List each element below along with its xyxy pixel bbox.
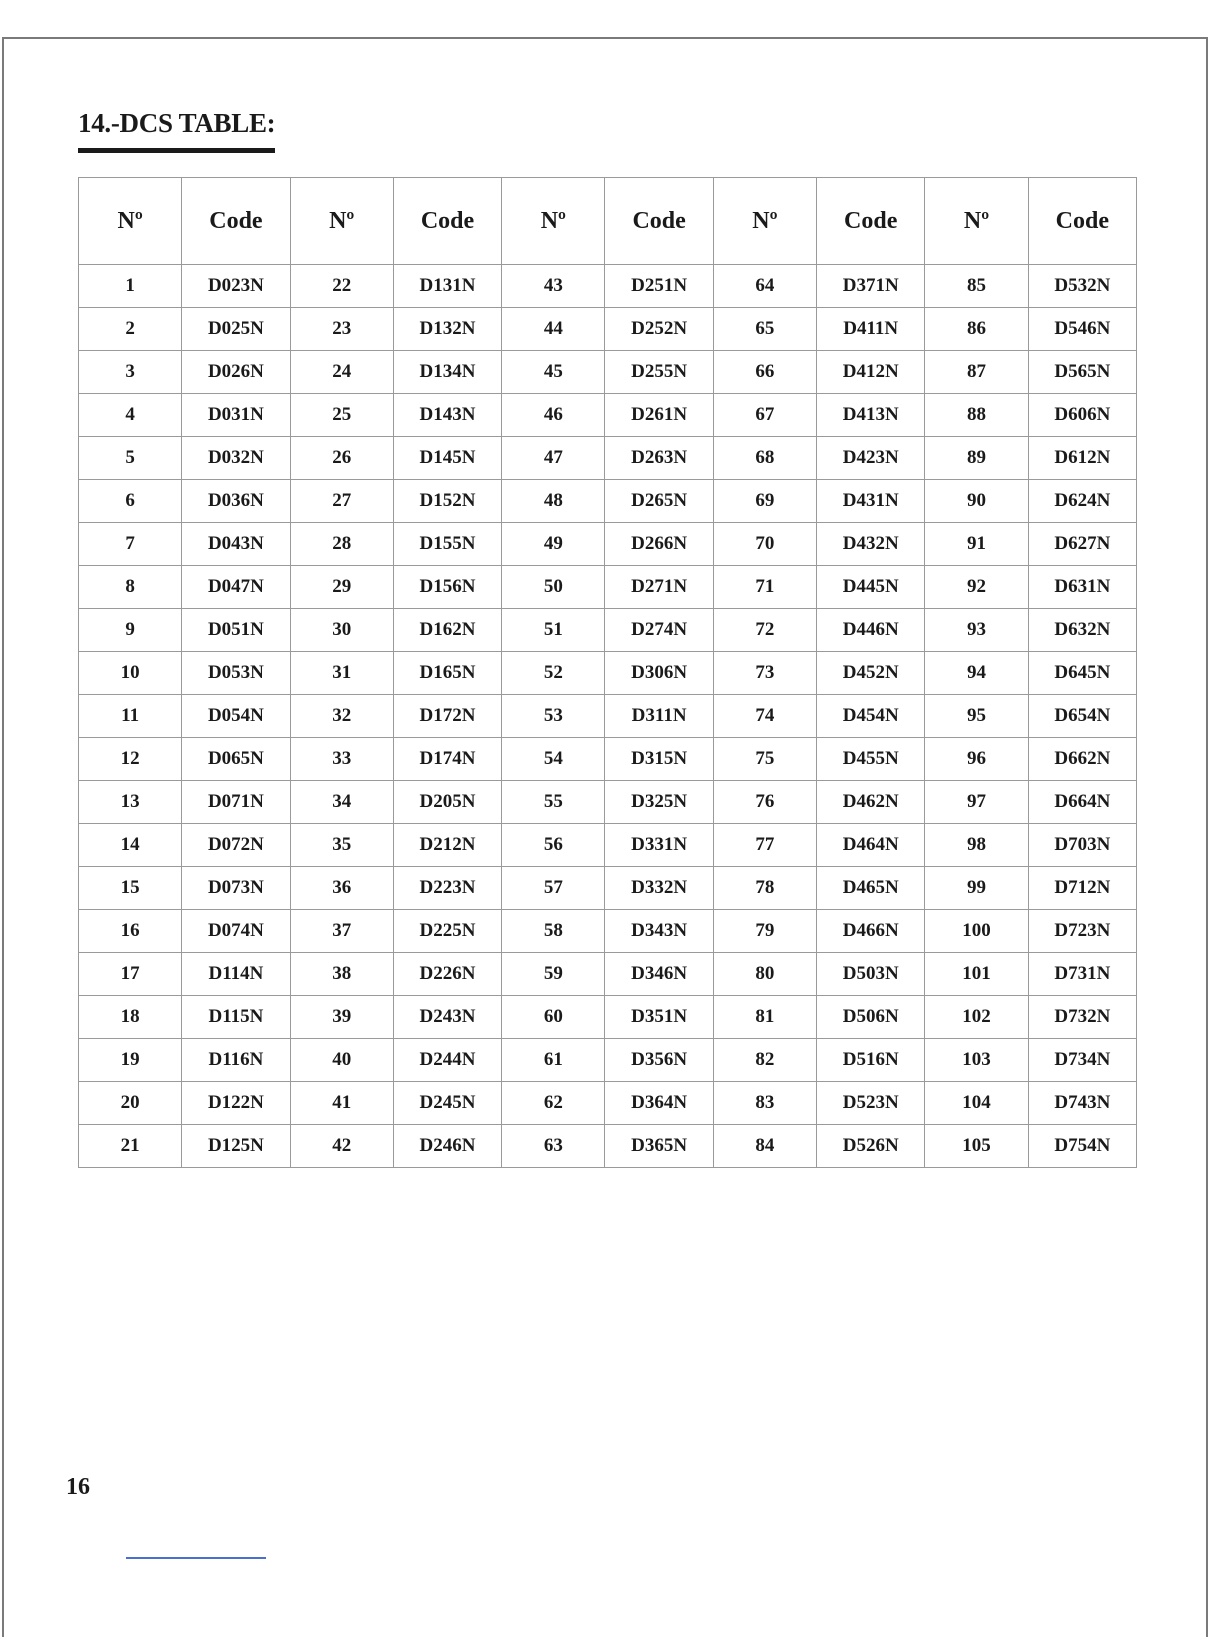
table-cell-number: 9: [79, 609, 182, 652]
table-cell-number: 46: [502, 394, 605, 437]
table-row: [79, 652, 1137, 695]
table-cell-code: D365N: [605, 1125, 713, 1168]
table-cell-code: D446N: [817, 609, 925, 652]
table-cell-code: D073N: [182, 867, 290, 910]
table-cell-code: D432N: [817, 523, 925, 566]
table-row: [79, 566, 1137, 609]
table-row: [79, 1039, 1137, 1082]
table-cell-number: 61: [502, 1039, 605, 1082]
table-cell-number: 93: [925, 609, 1028, 652]
table-cell-number: 6: [79, 480, 182, 523]
table-cell-number: 92: [925, 566, 1028, 609]
table-cell-code: D246N: [393, 1125, 501, 1168]
table-cell-number: 64: [713, 265, 816, 308]
column-header-number: Nº: [290, 178, 393, 265]
table-cell-number: 101: [925, 953, 1028, 996]
table-cell-number: 36: [290, 867, 393, 910]
table-cell-code: D431N: [817, 480, 925, 523]
table-cell-number: 53: [502, 695, 605, 738]
table-cell-number: 32: [290, 695, 393, 738]
table-cell-number: 56: [502, 824, 605, 867]
table-cell-code: D174N: [393, 738, 501, 781]
table-row: [79, 738, 1137, 781]
table-cell-code: D606N: [1028, 394, 1136, 437]
table-cell-number: 17: [79, 953, 182, 996]
table-cell-number: 80: [713, 953, 816, 996]
table-cell-number: 47: [502, 437, 605, 480]
table-cell-code: D343N: [605, 910, 713, 953]
table-row: [79, 824, 1137, 867]
table-cell-code: D466N: [817, 910, 925, 953]
table-cell-number: 20: [79, 1082, 182, 1125]
table-cell-number: 29: [290, 566, 393, 609]
table-cell-code: D165N: [393, 652, 501, 695]
column-header-code: Code: [605, 178, 713, 265]
table-cell-code: D452N: [817, 652, 925, 695]
table-cell-number: 35: [290, 824, 393, 867]
table-cell-code: D565N: [1028, 351, 1136, 394]
table-cell-code: D156N: [393, 566, 501, 609]
table-cell-number: 15: [79, 867, 182, 910]
column-header-code: Code: [817, 178, 925, 265]
table-cell-code: D072N: [182, 824, 290, 867]
table-cell-number: 76: [713, 781, 816, 824]
table-cell-number: 105: [925, 1125, 1028, 1168]
table-row: [79, 953, 1137, 996]
table-cell-number: 14: [79, 824, 182, 867]
table-cell-code: D134N: [393, 351, 501, 394]
table-cell-code: D263N: [605, 437, 713, 480]
table-cell-number: 67: [713, 394, 816, 437]
bottom-rule: [126, 1557, 266, 1559]
table-cell-number: 42: [290, 1125, 393, 1168]
table-cell-number: 45: [502, 351, 605, 394]
table-cell-number: 72: [713, 609, 816, 652]
table-cell-number: 82: [713, 1039, 816, 1082]
table-cell-number: 1: [79, 265, 182, 308]
table-cell-code: D506N: [817, 996, 925, 1039]
column-header-code: Code: [182, 178, 290, 265]
table-cell-code: D523N: [817, 1082, 925, 1125]
table-cell-number: 51: [502, 609, 605, 652]
table-cell-code: D152N: [393, 480, 501, 523]
table-cell-code: D454N: [817, 695, 925, 738]
table-row: [79, 1125, 1137, 1168]
table-cell-code: D624N: [1028, 480, 1136, 523]
table-cell-number: 33: [290, 738, 393, 781]
table-row: [79, 523, 1137, 566]
table-cell-number: 75: [713, 738, 816, 781]
table-cell-code: D274N: [605, 609, 713, 652]
table-cell-number: 23: [290, 308, 393, 351]
table-cell-number: 65: [713, 308, 816, 351]
table-cell-code: D122N: [182, 1082, 290, 1125]
table-cell-code: D071N: [182, 781, 290, 824]
table-cell-number: 104: [925, 1082, 1028, 1125]
table-cell-code: D664N: [1028, 781, 1136, 824]
table-cell-number: 37: [290, 910, 393, 953]
table-cell-number: 16: [79, 910, 182, 953]
table-cell-number: 5: [79, 437, 182, 480]
table-cell-number: 44: [502, 308, 605, 351]
table-cell-number: 63: [502, 1125, 605, 1168]
table-cell-number: 55: [502, 781, 605, 824]
table-cell-code: D306N: [605, 652, 713, 695]
table-cell-code: D243N: [393, 996, 501, 1039]
column-header-code: Code: [393, 178, 501, 265]
table-cell-number: 88: [925, 394, 1028, 437]
table-cell-number: 28: [290, 523, 393, 566]
title-underline: [78, 148, 275, 153]
table-cell-number: 86: [925, 308, 1028, 351]
table-cell-number: 95: [925, 695, 1028, 738]
table-cell-number: 25: [290, 394, 393, 437]
table-row: [79, 910, 1137, 953]
table-cell-code: D116N: [182, 1039, 290, 1082]
table-cell-code: D261N: [605, 394, 713, 437]
table-cell-number: 30: [290, 609, 393, 652]
table-cell-code: D723N: [1028, 910, 1136, 953]
table-cell-number: 59: [502, 953, 605, 996]
table-cell-number: 13: [79, 781, 182, 824]
table-cell-number: 68: [713, 437, 816, 480]
column-header-number: Nº: [502, 178, 605, 265]
table-cell-number: 103: [925, 1039, 1028, 1082]
table-row: [79, 996, 1137, 1039]
table-cell-code: D413N: [817, 394, 925, 437]
table-cell-code: D053N: [182, 652, 290, 695]
table-row: [79, 265, 1137, 308]
table-cell-code: D371N: [817, 265, 925, 308]
table-cell-code: D315N: [605, 738, 713, 781]
table-row: [79, 609, 1137, 652]
table-row: [79, 351, 1137, 394]
table-cell-number: 100: [925, 910, 1028, 953]
table-cell-number: 73: [713, 652, 816, 695]
table-cell-code: D162N: [393, 609, 501, 652]
table-cell-number: 62: [502, 1082, 605, 1125]
table-cell-code: D734N: [1028, 1039, 1136, 1082]
table-cell-number: 87: [925, 351, 1028, 394]
table-cell-number: 57: [502, 867, 605, 910]
table-cell-number: 91: [925, 523, 1028, 566]
table-cell-number: 79: [713, 910, 816, 953]
table-cell-number: 22: [290, 265, 393, 308]
table-cell-code: D464N: [817, 824, 925, 867]
table-cell-number: 98: [925, 824, 1028, 867]
table-cell-number: 43: [502, 265, 605, 308]
table-cell-code: D754N: [1028, 1125, 1136, 1168]
table-cell-number: 38: [290, 953, 393, 996]
table-cell-code: D364N: [605, 1082, 713, 1125]
table-cell-code: D423N: [817, 437, 925, 480]
table-cell-code: D245N: [393, 1082, 501, 1125]
table-cell-number: 89: [925, 437, 1028, 480]
table-cell-code: D503N: [817, 953, 925, 996]
table-cell-code: D731N: [1028, 953, 1136, 996]
table-row: [79, 695, 1137, 738]
table-cell-number: 40: [290, 1039, 393, 1082]
table-cell-code: D351N: [605, 996, 713, 1039]
dcs-table: [78, 177, 1137, 1168]
table-cell-code: D047N: [182, 566, 290, 609]
table-cell-code: D743N: [1028, 1082, 1136, 1125]
table-row: [79, 308, 1137, 351]
table-cell-code: D212N: [393, 824, 501, 867]
table-cell-number: 7: [79, 523, 182, 566]
table-cell-code: D265N: [605, 480, 713, 523]
table-cell-code: D036N: [182, 480, 290, 523]
table-cell-number: 4: [79, 394, 182, 437]
table-cell-code: D031N: [182, 394, 290, 437]
table-body: [79, 265, 1137, 1168]
table-cell-code: D155N: [393, 523, 501, 566]
column-header-code: Code: [1028, 178, 1136, 265]
table-cell-code: D223N: [393, 867, 501, 910]
table-cell-number: 78: [713, 867, 816, 910]
table-row: [79, 480, 1137, 523]
table-cell-number: 84: [713, 1125, 816, 1168]
table-cell-code: D465N: [817, 867, 925, 910]
column-header-number: Nº: [925, 178, 1028, 265]
table-cell-code: D325N: [605, 781, 713, 824]
table-cell-number: 58: [502, 910, 605, 953]
table-cell-code: D132N: [393, 308, 501, 351]
table-cell-code: D271N: [605, 566, 713, 609]
table-cell-code: D114N: [182, 953, 290, 996]
table-cell-code: D205N: [393, 781, 501, 824]
table-cell-code: D252N: [605, 308, 713, 351]
table-cell-code: D654N: [1028, 695, 1136, 738]
table-cell-code: D632N: [1028, 609, 1136, 652]
table-cell-code: D065N: [182, 738, 290, 781]
table-cell-code: D255N: [605, 351, 713, 394]
table-cell-code: D712N: [1028, 867, 1136, 910]
table-cell-number: 3: [79, 351, 182, 394]
table-cell-number: 2: [79, 308, 182, 351]
table-cell-number: 70: [713, 523, 816, 566]
table-cell-code: D346N: [605, 953, 713, 996]
table-cell-number: 10: [79, 652, 182, 695]
table-cell-code: D032N: [182, 437, 290, 480]
column-header-number: Nº: [713, 178, 816, 265]
table-cell-code: D026N: [182, 351, 290, 394]
table-row: [79, 394, 1137, 437]
table-cell-number: 96: [925, 738, 1028, 781]
table-cell-number: 83: [713, 1082, 816, 1125]
table-cell-number: 21: [79, 1125, 182, 1168]
table-cell-number: 12: [79, 738, 182, 781]
table-cell-code: D356N: [605, 1039, 713, 1082]
table-cell-number: 69: [713, 480, 816, 523]
table-cell-code: D332N: [605, 867, 713, 910]
table-cell-number: 34: [290, 781, 393, 824]
table-cell-number: 54: [502, 738, 605, 781]
table-cell-code: D043N: [182, 523, 290, 566]
table-row: [79, 1082, 1137, 1125]
table-cell-code: D331N: [605, 824, 713, 867]
table-cell-code: D131N: [393, 265, 501, 308]
table-row: [79, 867, 1137, 910]
table-cell-number: 26: [290, 437, 393, 480]
table-cell-code: D612N: [1028, 437, 1136, 480]
table-cell-code: D125N: [182, 1125, 290, 1168]
table-cell-number: 99: [925, 867, 1028, 910]
table-cell-code: D516N: [817, 1039, 925, 1082]
section-title: 14.-DCS TABLE:: [78, 108, 276, 138]
table-cell-number: 94: [925, 652, 1028, 695]
table-cell-code: D546N: [1028, 308, 1136, 351]
table-cell-code: D627N: [1028, 523, 1136, 566]
table-cell-number: 77: [713, 824, 816, 867]
table-cell-code: D225N: [393, 910, 501, 953]
table-cell-number: 74: [713, 695, 816, 738]
table-cell-code: D251N: [605, 265, 713, 308]
table-row: [79, 781, 1137, 824]
table-cell-code: D244N: [393, 1039, 501, 1082]
table-cell-number: 8: [79, 566, 182, 609]
table-cell-code: D115N: [182, 996, 290, 1039]
table-cell-code: D051N: [182, 609, 290, 652]
table-cell-number: 85: [925, 265, 1028, 308]
table-cell-number: 39: [290, 996, 393, 1039]
table-cell-code: D631N: [1028, 566, 1136, 609]
table-cell-code: D455N: [817, 738, 925, 781]
column-header-number: Nº: [79, 178, 182, 265]
table-cell-code: D023N: [182, 265, 290, 308]
table-cell-code: D143N: [393, 394, 501, 437]
table-cell-code: D645N: [1028, 652, 1136, 695]
table-cell-number: 66: [713, 351, 816, 394]
table-header-row: [79, 178, 1137, 265]
table-cell-code: D412N: [817, 351, 925, 394]
table-cell-code: D025N: [182, 308, 290, 351]
table-cell-code: D462N: [817, 781, 925, 824]
table-cell-number: 60: [502, 996, 605, 1039]
table-cell-code: D526N: [817, 1125, 925, 1168]
table-cell-number: 31: [290, 652, 393, 695]
table-cell-number: 19: [79, 1039, 182, 1082]
table-cell-number: 102: [925, 996, 1028, 1039]
table-cell-number: 49: [502, 523, 605, 566]
table-cell-number: 11: [79, 695, 182, 738]
table-cell-code: D532N: [1028, 265, 1136, 308]
table-cell-code: D703N: [1028, 824, 1136, 867]
table-cell-number: 41: [290, 1082, 393, 1125]
table-cell-number: 48: [502, 480, 605, 523]
table-cell-number: 50: [502, 566, 605, 609]
table-cell-number: 81: [713, 996, 816, 1039]
table-cell-code: D172N: [393, 695, 501, 738]
table-cell-number: 97: [925, 781, 1028, 824]
page-number: 16: [66, 1474, 90, 1500]
table-cell-number: 27: [290, 480, 393, 523]
table-cell-number: 71: [713, 566, 816, 609]
table-cell-number: 90: [925, 480, 1028, 523]
table-cell-code: D311N: [605, 695, 713, 738]
table-cell-code: D226N: [393, 953, 501, 996]
table-cell-code: D266N: [605, 523, 713, 566]
table-cell-code: D445N: [817, 566, 925, 609]
table-cell-code: D074N: [182, 910, 290, 953]
table-row: [79, 437, 1137, 480]
table-cell-number: 18: [79, 996, 182, 1039]
table-cell-code: D732N: [1028, 996, 1136, 1039]
table-cell-code: D662N: [1028, 738, 1136, 781]
table-cell-number: 52: [502, 652, 605, 695]
table-cell-code: D054N: [182, 695, 290, 738]
table-cell-code: D145N: [393, 437, 501, 480]
table-cell-number: 24: [290, 351, 393, 394]
table-cell-code: D411N: [817, 308, 925, 351]
